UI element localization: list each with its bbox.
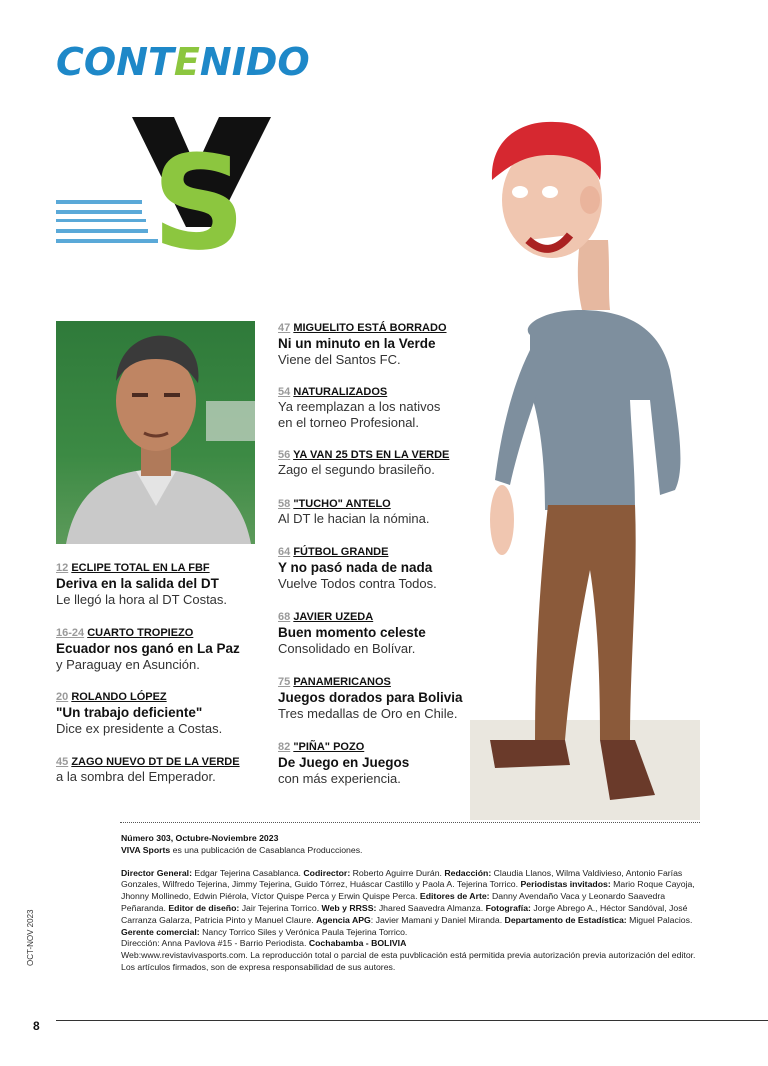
caricature-figure [470,100,700,822]
page-ref: 82 [278,741,291,753]
toc-entry-68[interactable] [278,610,478,657]
website-notice: Web:www.revistavivasports.com. La reproducción total o parcial de esta puvblicación está permitida previa autorización previa autorización del editor. Los artículos firmados, son de expresa responsabilidad de sus autores. [121,950,696,972]
entry-summary: Al DT le hacian la nómina. [278,511,430,526]
page-ref: 75 [278,676,291,688]
entry-kicker: YA VAN 25 DTS EN LA VERDE [293,449,450,461]
entry-summary: Ya reemplazan a los nativos [278,399,441,414]
entry-kicker: "TUCHO" ANTELO [293,498,391,510]
entry-headline: Y no pasó nada de nada [278,560,433,575]
vs-logo-mark [56,112,276,252]
page-ref: 56 [278,449,291,461]
entry-headline: Deriva en la salida del DT [56,576,219,591]
page-ref: 12 [56,562,69,574]
svg-text:S: S [152,127,246,252]
vs-logo [56,112,276,252]
entry-summary-line2: en el torneo Profesional. [278,415,419,430]
entry-kicker: JAVIER UZEDA [293,611,374,623]
entry-kicker: PANAMERICANOS [293,676,391,688]
entry-summary: Tres medallas de Oro en Chile. [278,706,458,721]
toc-entry-12[interactable] [56,561,256,608]
masthead [121,833,706,974]
entry-kicker: "PIÑA" POZO [293,741,365,753]
entry-headline: Juegos dorados para Bolivia [278,690,463,705]
footer-rule [56,1020,768,1021]
coach-photo [56,321,255,544]
issue-date-vertical: OCT-NOV 2023 [26,909,35,966]
entry-summary: Zago el segundo brasileño. [278,462,435,477]
staff-credits: Director General: Edgar Tejerina Casablanca. Codirector: Roberto Aguirre Durán. Redacción: Claudia Llanos, Wilma Valdivieso, Antonio Farías Gonzales, Wilfredo Tejerina, Jimmy Tejerina, Guido Tórrez, Huáscar Castillo y Paola A. Tejerina Torrico. Periodistas invitados: Mario Roque Cayoja, Jhonny Mollinedo, Edwin Piérola, Víctor Quispe Perca y Erwin Quispe Perca. Editores de Arte: Danny Avendaño Vaca y Leonardo Saavedra Peñaranda. Editor de diseño: Jair Tejerina Torrico. Web y RRSS: Jhared Saavedra Almanza. Fotografía: Jorge Abrego A., Héctor Sandóval, José Carranza Galarza, Patricia Pinto y Manuel Claure. Agencia APG: Javier Mamani y Daniel Miranda. Departamento de Estadística: Miguel Palacios. Gerente comercial: Nancy Torrico Siles y Verónica Paula Tejerina Torrico. Dirección: Anna Pavlova #15 - Barrio Periodista. Cochabamba - BOLIVIA Web:www.revistavivasports.com. La reproducción total o parcial de esta puvblicación está permitida previa autorización previa autorización del editor. Los artículos firmados, son de expresa responsabilidad de sus autores. [121,867,696,972]
page-ref: 45 [56,756,69,768]
entry-summary: Dice ex presidente a Costas. [56,721,223,736]
entry-kicker: ROLANDO LÓPEZ [71,691,167,703]
entry-kicker: CUARTO TROPIEZO [87,627,194,639]
page-ref: 58 [278,498,291,510]
page-ref: 20 [56,691,69,703]
page-ref: 54 [278,386,291,398]
toc-entry-54[interactable] [278,385,478,431]
entry-kicker: ZAGO NUEVO DT DE LA VERDE [71,756,240,768]
toc-entry-45[interactable] [56,755,266,785]
toc-entry-64[interactable] [278,545,478,592]
entry-kicker: MIGUELITO ESTÁ BORRADO [293,322,447,334]
toc-entry-16-24[interactable] [56,626,256,673]
entry-headline: Buen momento celeste [278,625,426,640]
page-title: CONTENIDO [56,40,310,84]
toc-entry-75[interactable] [278,675,478,722]
entry-summary: Le llegó la hora al DT Costas. [56,592,228,607]
entry-headline: "Un trabajo deficiente" [56,705,203,720]
dotted-divider [120,822,700,823]
entry-headline: Ecuador nos ganó en La Paz [56,641,240,656]
entry-summary: Viene del Santos FC. [278,352,401,367]
toc-entry-56[interactable] [278,448,478,478]
entry-summary: y Paraguay en Asunción. [56,657,200,672]
page-ref: 68 [278,611,291,623]
toc-entry-20[interactable] [56,690,256,737]
entry-summary: Vuelve Todos contra Todos. [278,576,437,591]
page-ref: 47 [278,322,291,334]
toc-entry-58[interactable] [278,497,478,527]
page-ref: 16-24 [56,627,85,639]
entry-headline: Ni un minuto en la Verde [278,336,436,351]
entry-kicker: FÚTBOL GRANDE [293,546,389,558]
page-number: 8 [33,1019,40,1033]
entry-headline: De Juego en Juegos [278,755,410,770]
page-ref: 64 [278,546,291,558]
entry-kicker: NATURALIZADOS [293,386,388,398]
entry-summary: Consolidado en Bolívar. [278,641,416,656]
issue-info: Número 303, Octubre-Noviembre 2023 VIVA Sports es una publicación de Casablanca Producciones. [121,833,363,855]
toc-entry-82[interactable] [278,740,478,787]
entry-kicker: ECLIPE TOTAL EN LA FBF [71,562,210,574]
toc-entry-47[interactable] [278,321,478,368]
entry-summary: con más experiencia. [278,771,401,786]
entry-summary: a la sombra del Emperador. [56,769,216,784]
